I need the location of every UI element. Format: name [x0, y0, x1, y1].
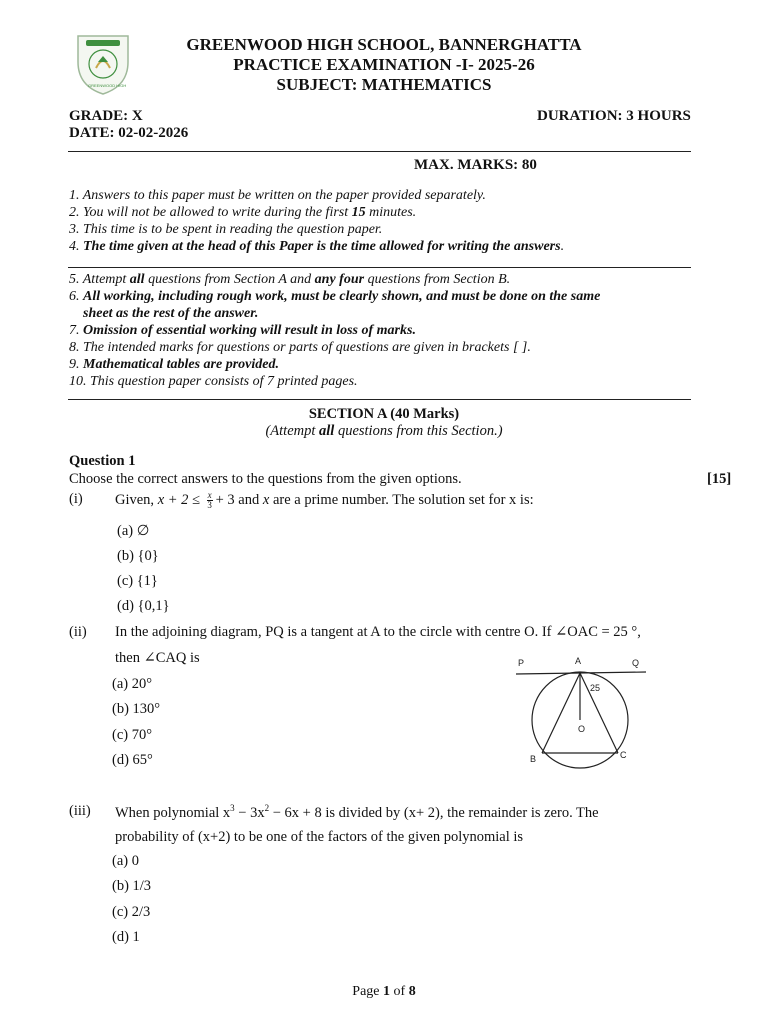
section-subtitle [0, 423, 768, 440]
part-iii-line2: probability of (x+2) to be one of the factors of the given polynomial is [115, 829, 524, 845]
superscript: 2 [264, 803, 270, 813]
instruction-line [69, 289, 600, 305]
instruction-bold: Mathematical tables are provided. [83, 357, 279, 372]
question-title: Question 1 [69, 453, 136, 469]
instruction-pre: 5. Attempt [69, 272, 130, 287]
part-i-inequality: x + 2 ≤ [157, 491, 200, 508]
instruction-post: minutes. [365, 205, 417, 220]
section-subtitle-bold: all [319, 423, 335, 439]
instruction-line [69, 357, 279, 373]
option: (c) 70° [112, 727, 153, 743]
label-o: O [578, 724, 586, 734]
instruction-line [69, 205, 416, 221]
max-marks-label: MAX. MARKS: 80 [414, 157, 537, 173]
label-b: B [530, 754, 537, 764]
circle-tangent-diagram [510, 652, 650, 774]
question-marks: [15] [707, 471, 732, 487]
instruction-bold: sheet as the rest of the answer. [83, 306, 259, 321]
part-i-post2: are a prime number. The solution set for x is: [269, 491, 534, 508]
option: (a) 20° [112, 676, 153, 692]
option: (b) 1/3 [112, 878, 152, 894]
fraction-denominator: 3 [207, 500, 212, 510]
instruction-bold2: any four [314, 272, 365, 287]
section-subtitle-pre: (Attempt [265, 423, 320, 439]
instruction-line [69, 340, 531, 356]
label-p: P [518, 658, 525, 668]
instruction-bold: All working, including rough work, must be clearly shown, and must be done on the same [83, 289, 601, 304]
logo-text: GREENWOOD HIGH [88, 83, 127, 88]
option: (b) 130° [112, 701, 161, 717]
grade-label: GRADE: X [69, 108, 143, 124]
section-title: SECTION A (40 Marks) [308, 406, 460, 422]
part-ii-line1: In the adjoining diagram, PQ is a tangent at A to the circle with centre O. If ∠OAC = 25 °, [115, 624, 641, 640]
instruction-line [69, 272, 510, 288]
part-iii-mid: − 3x [234, 804, 265, 821]
option: (d) 65° [112, 752, 153, 768]
instruction-line [69, 323, 416, 339]
instruction-post: questions from Section A and [144, 272, 315, 287]
section-subtitle-post: questions from this Section.) [334, 423, 503, 439]
part-iii-pre: When polynomial x [115, 804, 231, 821]
part-i-text [115, 491, 534, 510]
school-name: GREENWOOD HIGH SCHOOL, BANNERGHATTA [186, 35, 582, 54]
instruction-bold: The time given at the head of this Paper is the time allowed for writing the answers [83, 239, 561, 254]
label-q: Q [632, 658, 640, 668]
instruction-pre: 8. The intended marks for questions or parts of questions are given in brackets [ ]. [69, 340, 531, 355]
instruction-pre: 3. This time is to be spent in reading the question paper. [69, 222, 383, 237]
fraction [207, 491, 213, 510]
instruction-line [69, 306, 258, 322]
option: (d) 1 [112, 929, 140, 945]
part-number: (i) [69, 491, 83, 507]
instruction-bold: 15 [351, 205, 366, 220]
part-ii-line2: then ∠CAQ is [115, 650, 200, 666]
part-iii-post: − 6x + 8 is divided by (x+ 2), the remainder is zero. The [269, 804, 599, 821]
part-i-pre: Given, [115, 491, 158, 508]
instruction-pre: 2. You will not be allowed to write during the first [69, 205, 352, 220]
instruction-pre: 7. [69, 323, 83, 338]
page-number: 1 [383, 984, 391, 999]
footer-mid: of [390, 984, 409, 999]
divider [68, 151, 691, 152]
instruction-pre: 1. Answers to this paper must be written on the paper provided separately. [69, 188, 486, 203]
divider [68, 399, 691, 400]
option: (b) {0} [117, 548, 159, 564]
part-i-var: x [262, 491, 270, 508]
instruction-pre: 6. [69, 289, 83, 304]
fraction-numerator: x [207, 490, 212, 500]
option: (a) ∅ [117, 523, 150, 539]
option: (d) {0,1} [117, 598, 170, 614]
instruction-pre: 9. [69, 357, 83, 372]
label-a: A [575, 656, 582, 666]
instruction-line [69, 374, 358, 390]
instruction-line [69, 188, 486, 204]
superscript: 3 [230, 803, 235, 813]
exam-title: PRACTICE EXAMINATION -I- 2025-26 [233, 55, 535, 74]
duration-label: DURATION: 3 HOURS [537, 108, 691, 124]
part-i-post1: + 3 and [215, 491, 263, 508]
page-total: 8 [408, 984, 416, 999]
question-prompt: Choose the correct answers to the questions from the given options. [69, 471, 462, 487]
instruction-line [69, 222, 382, 238]
part-number: (iii) [69, 803, 91, 819]
label-c: C [620, 750, 627, 760]
footer-pre: Page [352, 984, 384, 999]
instruction-bold: all [129, 272, 145, 287]
instruction-post: . [560, 239, 565, 254]
instruction-pre [69, 306, 83, 321]
subject-title: SUBJECT: MATHEMATICS [276, 75, 492, 94]
instruction-pre: 10. This question paper consists of 7 printed pages. [69, 374, 358, 389]
option: (c) 2/3 [112, 904, 151, 920]
part-number: (ii) [69, 624, 87, 640]
instruction-line [69, 239, 564, 255]
part-iii-line1 [115, 803, 599, 822]
page-footer [0, 984, 768, 1000]
divider [68, 267, 691, 268]
label-angle: 25 [590, 683, 601, 693]
option: (c) {1} [117, 573, 158, 589]
option: (a) 0 [112, 853, 139, 869]
instruction-post2: questions from Section B. [364, 272, 511, 287]
instruction-bold: Omission of essential working will result in loss of marks. [83, 323, 416, 338]
date-label: DATE: 02-02-2026 [69, 125, 189, 141]
instruction-pre: 4. [69, 239, 83, 254]
